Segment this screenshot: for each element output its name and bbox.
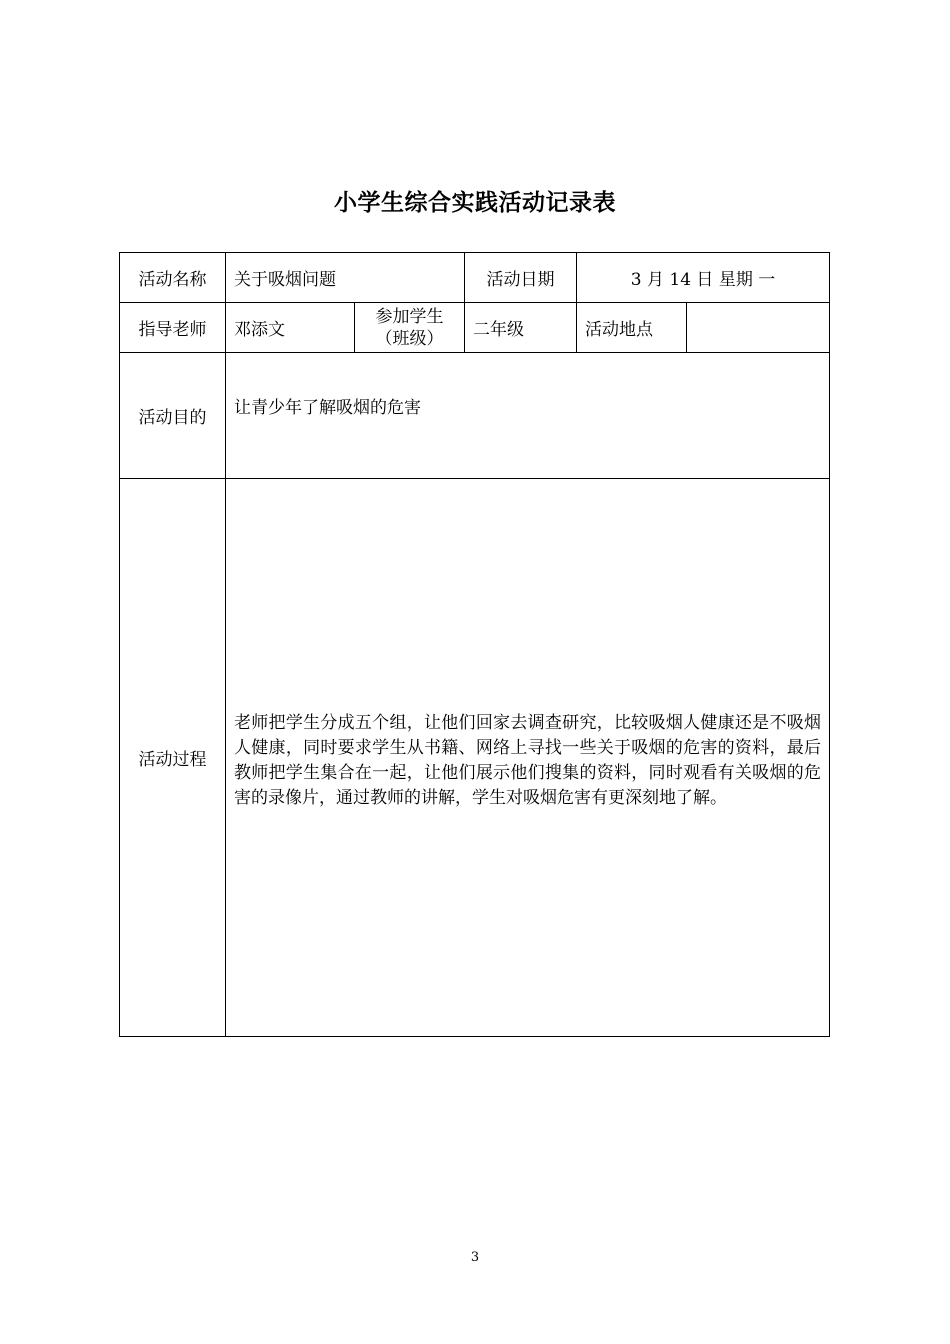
teacher-label: 指导老师 [120,303,226,353]
students-label-line1: 参加学生 [375,306,444,327]
activity-name-value: 关于吸烟问题 [226,253,465,303]
students-label [355,303,465,353]
students-value: 二年级 [465,303,577,353]
location-value [687,303,830,353]
students-label-line2: （班级） [375,328,444,349]
process-cell [226,479,830,1037]
process-value: 老师把学生分成五个组，让他们回家去调查研究，比较吸烟人健康还是不吸烟人健康，同时要求学生从书籍、网络上寻找一些关于吸烟的危害的资料，最后教师把学生集合在一起，让他们展示他们搜集的资料，同时观看有关吸烟的危害的录像片，通过教师的讲解，学生对吸烟危害有更深刻地了解。 [234,712,821,808]
table-row [120,253,830,303]
purpose-value: 让青少年了解吸烟的危害 [234,398,421,418]
activity-record-table [119,252,830,1037]
purpose-label: 活动目的 [120,353,226,479]
table-row [120,479,830,1037]
purpose-cell [226,353,830,479]
table-row [120,303,830,353]
activity-date-label: 活动日期 [465,253,577,303]
teacher-value: 邓添文 [226,303,355,353]
activity-date-value: 3 月 14 日 星期 一 [577,253,830,303]
location-label: 活动地点 [577,303,687,353]
activity-name-label: 活动名称 [120,253,226,303]
process-label: 活动过程 [120,479,226,1037]
page-number: 3 [470,1250,480,1265]
table-row [120,353,830,479]
page-title: 小学生综合实践活动记录表 [334,189,616,216]
